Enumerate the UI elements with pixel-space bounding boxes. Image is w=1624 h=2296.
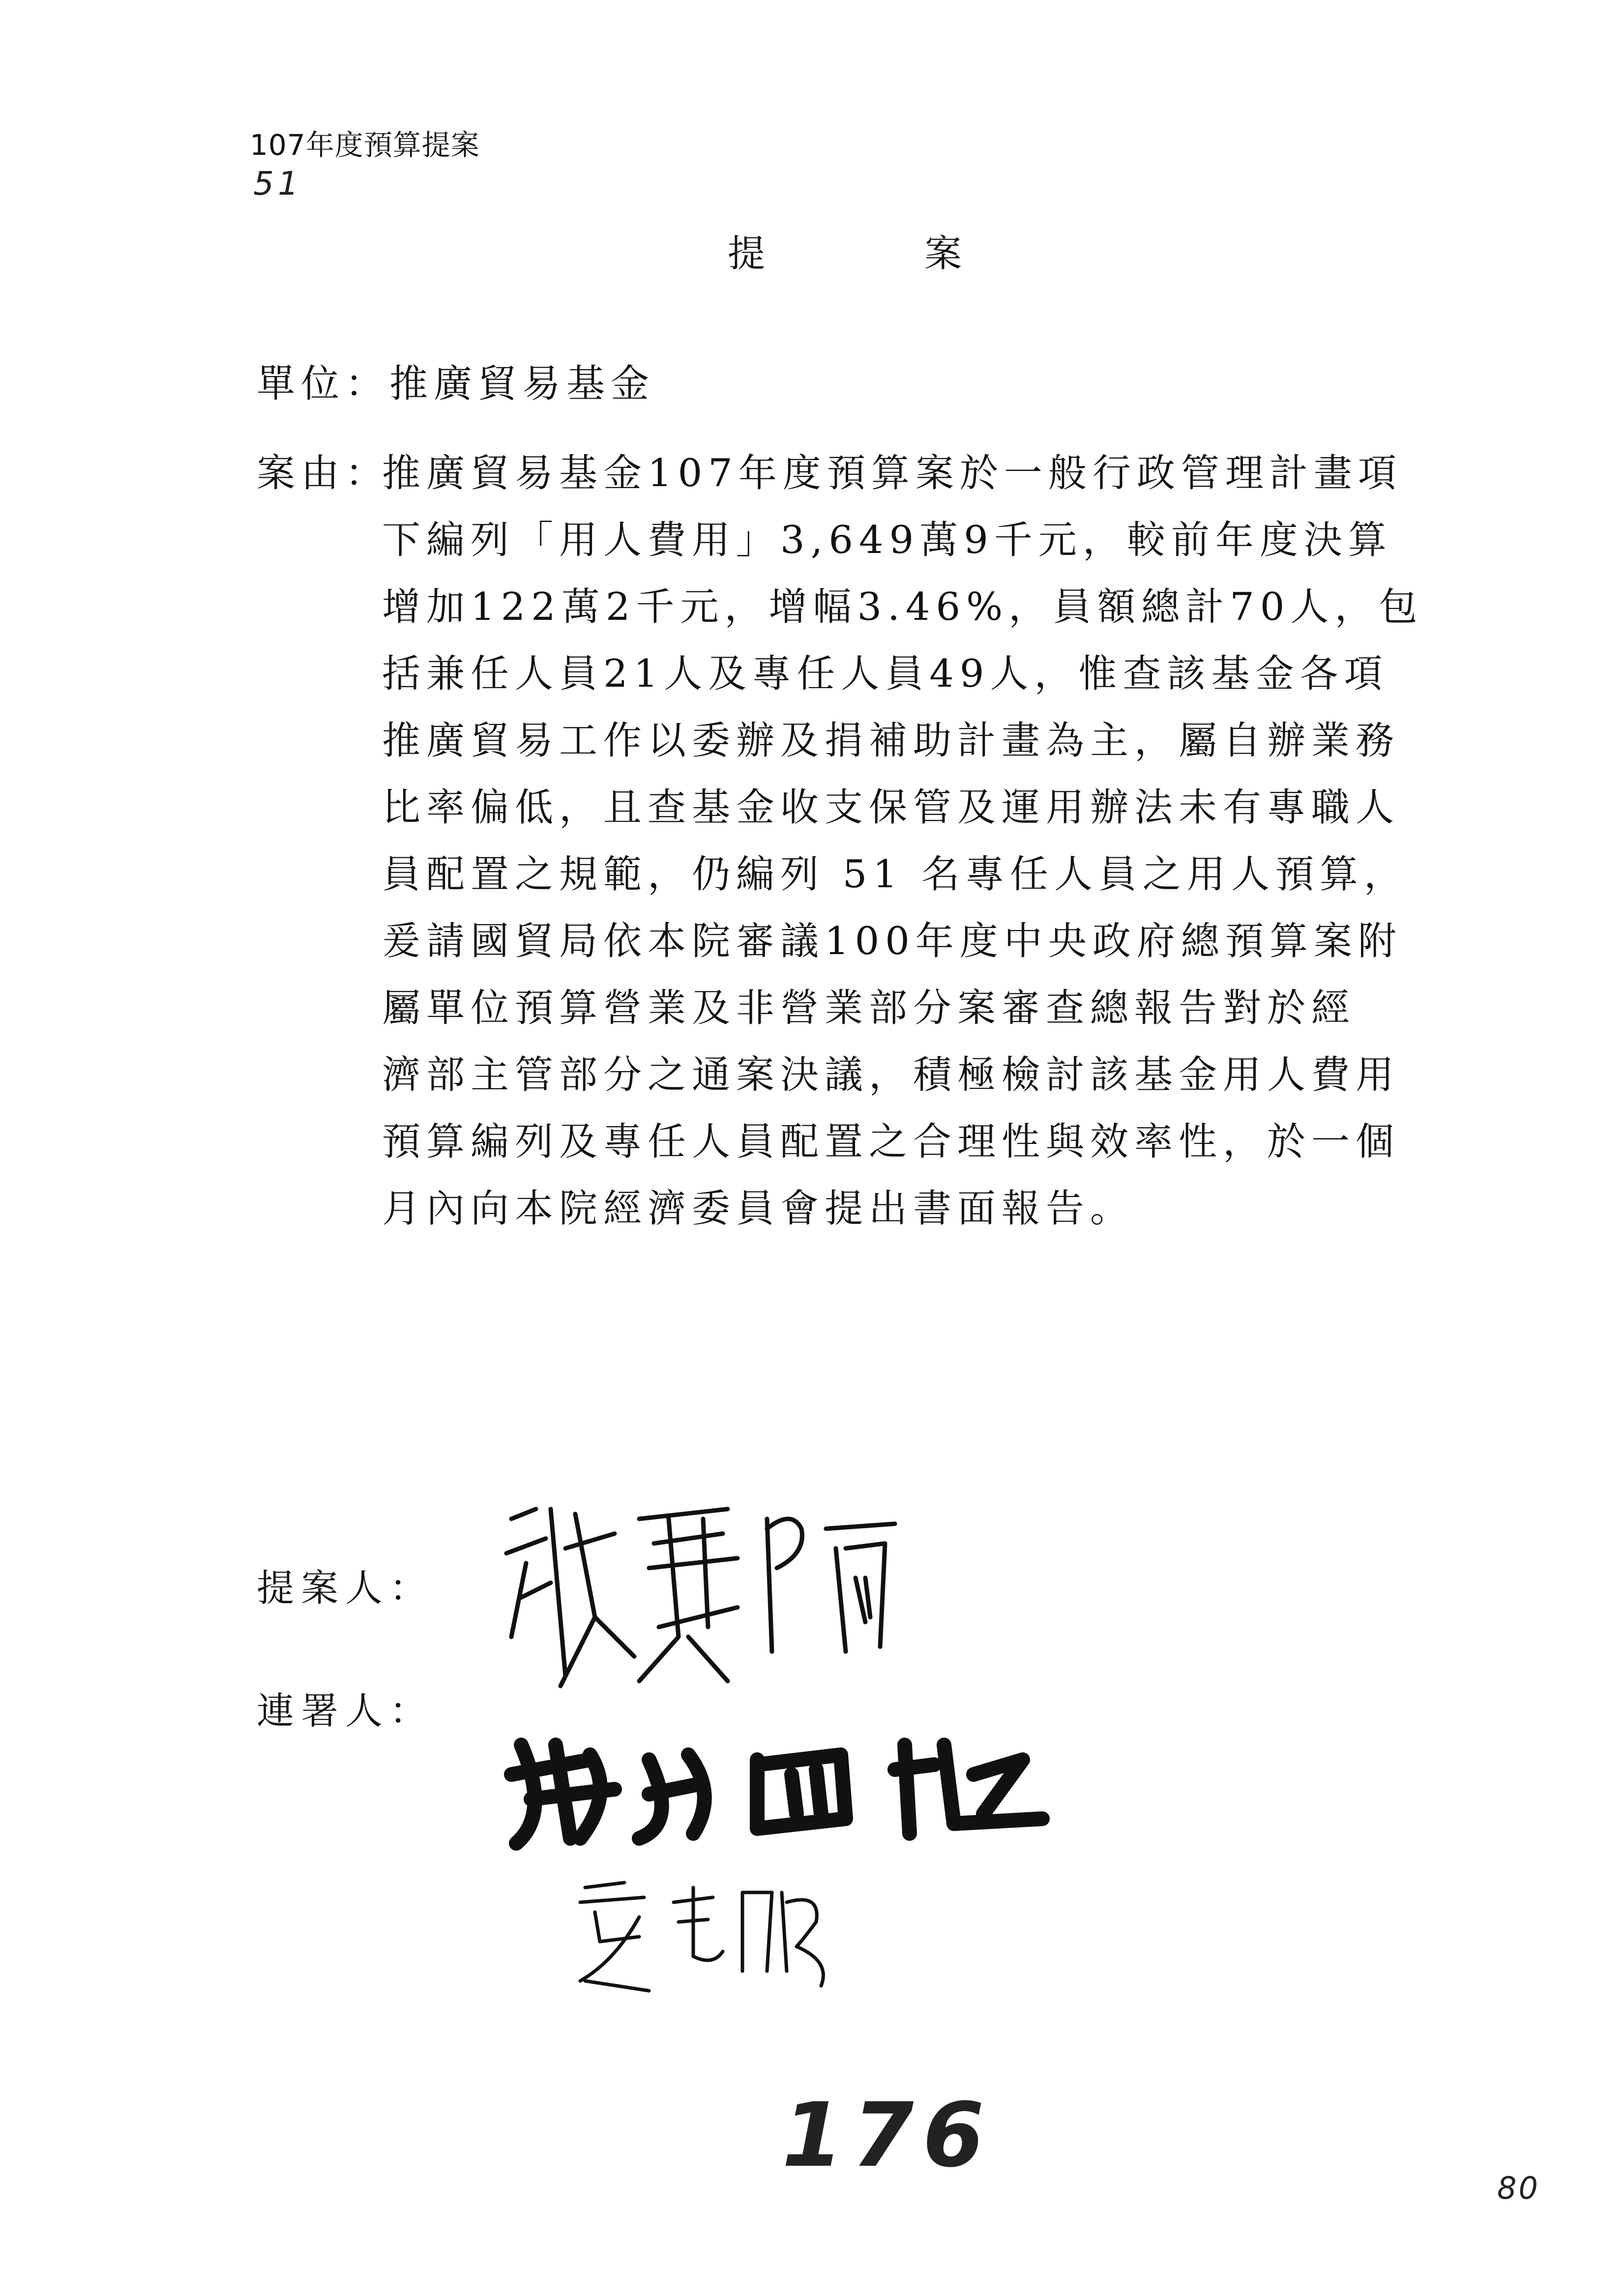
handwritten-number: 51 [253, 165, 302, 203]
proposer-label: 提案人： [257, 1566, 434, 1610]
proposer-signature [492, 1489, 915, 1698]
unit-label: 單位： [257, 362, 390, 406]
case-line: 濟部主管部分之通案決議，積極檢討該基金用人費用 [382, 1053, 1400, 1097]
cosigner-label: 連署人： [257, 1689, 434, 1733]
case-line: 括兼任人員21人及專任人員49人，惟查該基金各項 [382, 652, 1388, 696]
document-title: 提 案 [728, 232, 1036, 275]
case-line: 比率偏低，且查基金收支保管及運用辦法未有專職人 [382, 785, 1400, 830]
unit-row [257, 353, 655, 408]
cosigner-signature-1 [502, 1715, 1062, 1865]
case-line: 推廣貿易工作以委辦及捐補助計畫為主，屬自辦業務 [382, 719, 1400, 763]
case-line: 爰請國貿局依本院審議100年度中央政府總預算案附 [382, 919, 1402, 963]
cosigner-signature-2 [565, 1873, 841, 2003]
case-line: 推廣貿易基金107年度預算案於一般行政管理計畫項 [382, 451, 1402, 495]
unit-value: 推廣貿易基金 [389, 362, 655, 406]
corner-page-number: 80 [1497, 2170, 1540, 2206]
case-line: 屬單位預算營業及非營業部分案審查總報告對於經 [382, 986, 1356, 1030]
case-line: 月內向本院經濟委員會提出書面報告。 [382, 1187, 1135, 1231]
page-number-handwritten: 176 [782, 2084, 993, 2187]
case-line: 下編列「用人費用」3,649萬9千元，較前年度決算 [382, 518, 1392, 562]
case-label: 案由： [257, 451, 390, 495]
case-line: 員配置之規範，仍編列 51 名專任人員之用人預算， [382, 852, 1408, 897]
header-label: 107年度預算提案 [250, 128, 480, 162]
case-line: 預算編列及專任人員配置之合理性與效率性，於一個 [382, 1120, 1400, 1164]
case-line: 增加122萬2千元，增幅3.46%，員額總計70人，包 [382, 585, 1423, 629]
